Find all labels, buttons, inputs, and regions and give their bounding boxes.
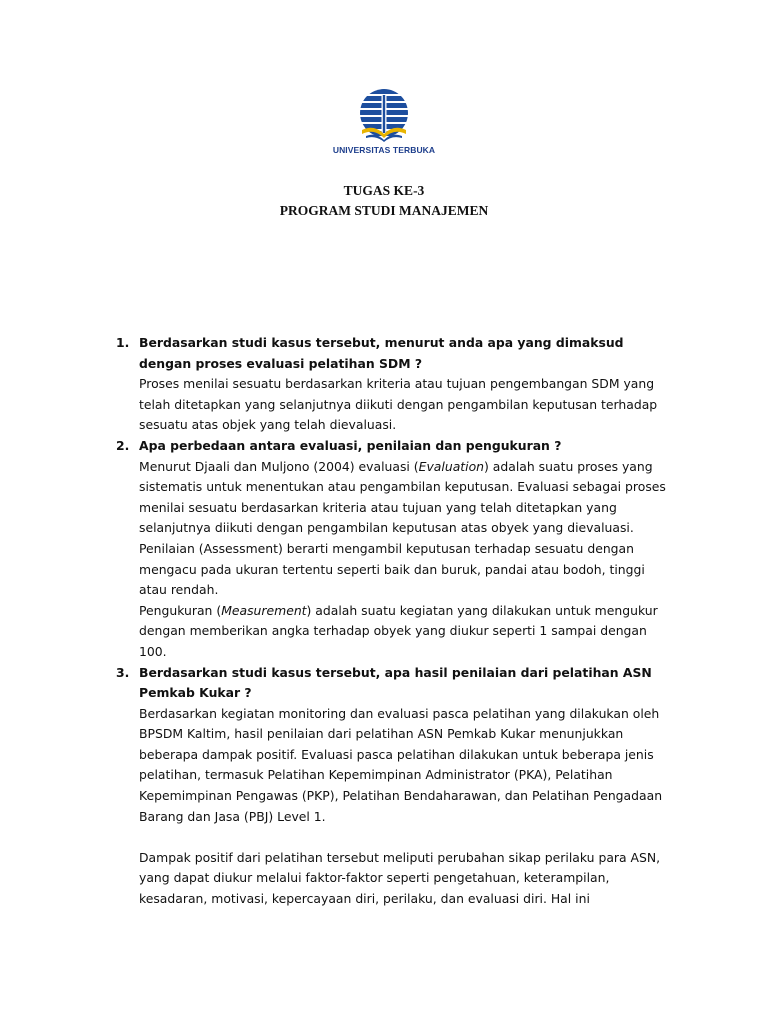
list-item	[116, 333, 676, 436]
university-logo	[330, 88, 438, 168]
question-text: Apa perbedaan antara evaluasi, penilaian dan pengukuran ?	[139, 437, 562, 453]
text-segment: Pengukuran (	[139, 602, 222, 618]
text-segment: Menurut Djaali dan Muljono (2004) evaluasi (	[139, 458, 419, 474]
item-number: 1.	[116, 335, 130, 350]
italic-term: Evaluation	[418, 458, 485, 474]
measurement-definition	[139, 601, 676, 663]
list-item	[116, 663, 676, 910]
item-number: 2.	[116, 437, 130, 453]
university-name: UNIVERSITAS TERBUKA	[332, 145, 436, 155]
answer-text: Berdasarkan kegiatan monitoring dan evaluasi pasca pelatihan yang dilakukan oleh BPSDM Kaltim, hasil penilaian dari pelatihan ASN Pemkab Kukar menunjukkan beberapa dampak positif. Evaluasi pasca pelatihan dilakukan untuk beberapa jenis pelatihan, termasuk Pelatihan Kepemimpinan Administrator (PKA), Pelatihan Kepemimpinan Pengawas (PKP), Pelatihan Bendaharawan, dan Pelatihan Pengadaan Barang dan Jasa (PBJ) Level 1.	[139, 705, 663, 824]
question-list	[116, 333, 676, 910]
assignment-title: TUGAS KE-3	[343, 183, 425, 198]
text-segment: ) adalah suatu proses yang sistematis untuk menentukan atau pengambilan keputusan. Evaluasi sebagai proses menilai sesuatu berdasarkan kriteria atau tujuan yang telah ditetapkan yang selanjutnya diikuti dengan pengambilan keputusan atas obyek yang dievaluasi.	[139, 458, 666, 536]
university-emblem-icon	[356, 88, 412, 144]
italic-term: Measurement	[221, 602, 307, 618]
program-title: PROGRAM STUDI MANAJEMEN	[279, 203, 489, 218]
paragraph-spacer	[139, 827, 676, 848]
list-item	[116, 436, 676, 663]
question-text: Berdasarkan studi kasus tersebut, menurut anda apa yang dimaksud dengan proses evaluasi pelatihan SDM ?	[139, 335, 624, 371]
question-text: Berdasarkan studi kasus tersebut, apa hasil penilaian dari pelatihan ASN Pemkab Kukar ?	[139, 664, 652, 701]
evaluation-definition	[139, 457, 676, 539]
text-segment: ) adalah suatu kegiatan yang dilakukan untuk mengukur dengan memberikan angka terhadap obyek yang diukur seperti 1 sampai dengan 100.	[139, 602, 658, 659]
assessment-definition: Penilaian (Assessment) berarti mengambil keputusan terhadap sesuatu dengan mengacu pada ukuran tertentu seperti baik dan buruk, pandai atau bodoh, tinggi atau rendah.	[139, 540, 645, 598]
item-number: 3.	[116, 664, 130, 680]
answer-text: Dampak positif dari pelatihan tersebut meliputi perubahan sikap perilaku para ASN, yang dapat diukur melalui faktor-faktor seperti pengetahuan, keterampilan, kesadaran, motivasi, kepercayaan diri, perilaku, dan evaluasi diri. Hal ini	[139, 849, 661, 907]
answer-text: Proses menilai sesuatu berdasarkan kriteria atau tujuan pengembangan SDM yang telah ditetapkan yang selanjutnya diikuti dengan pengambilan keputusan terhadap sesuatu atas objek yang telah dievaluasi.	[139, 376, 658, 433]
